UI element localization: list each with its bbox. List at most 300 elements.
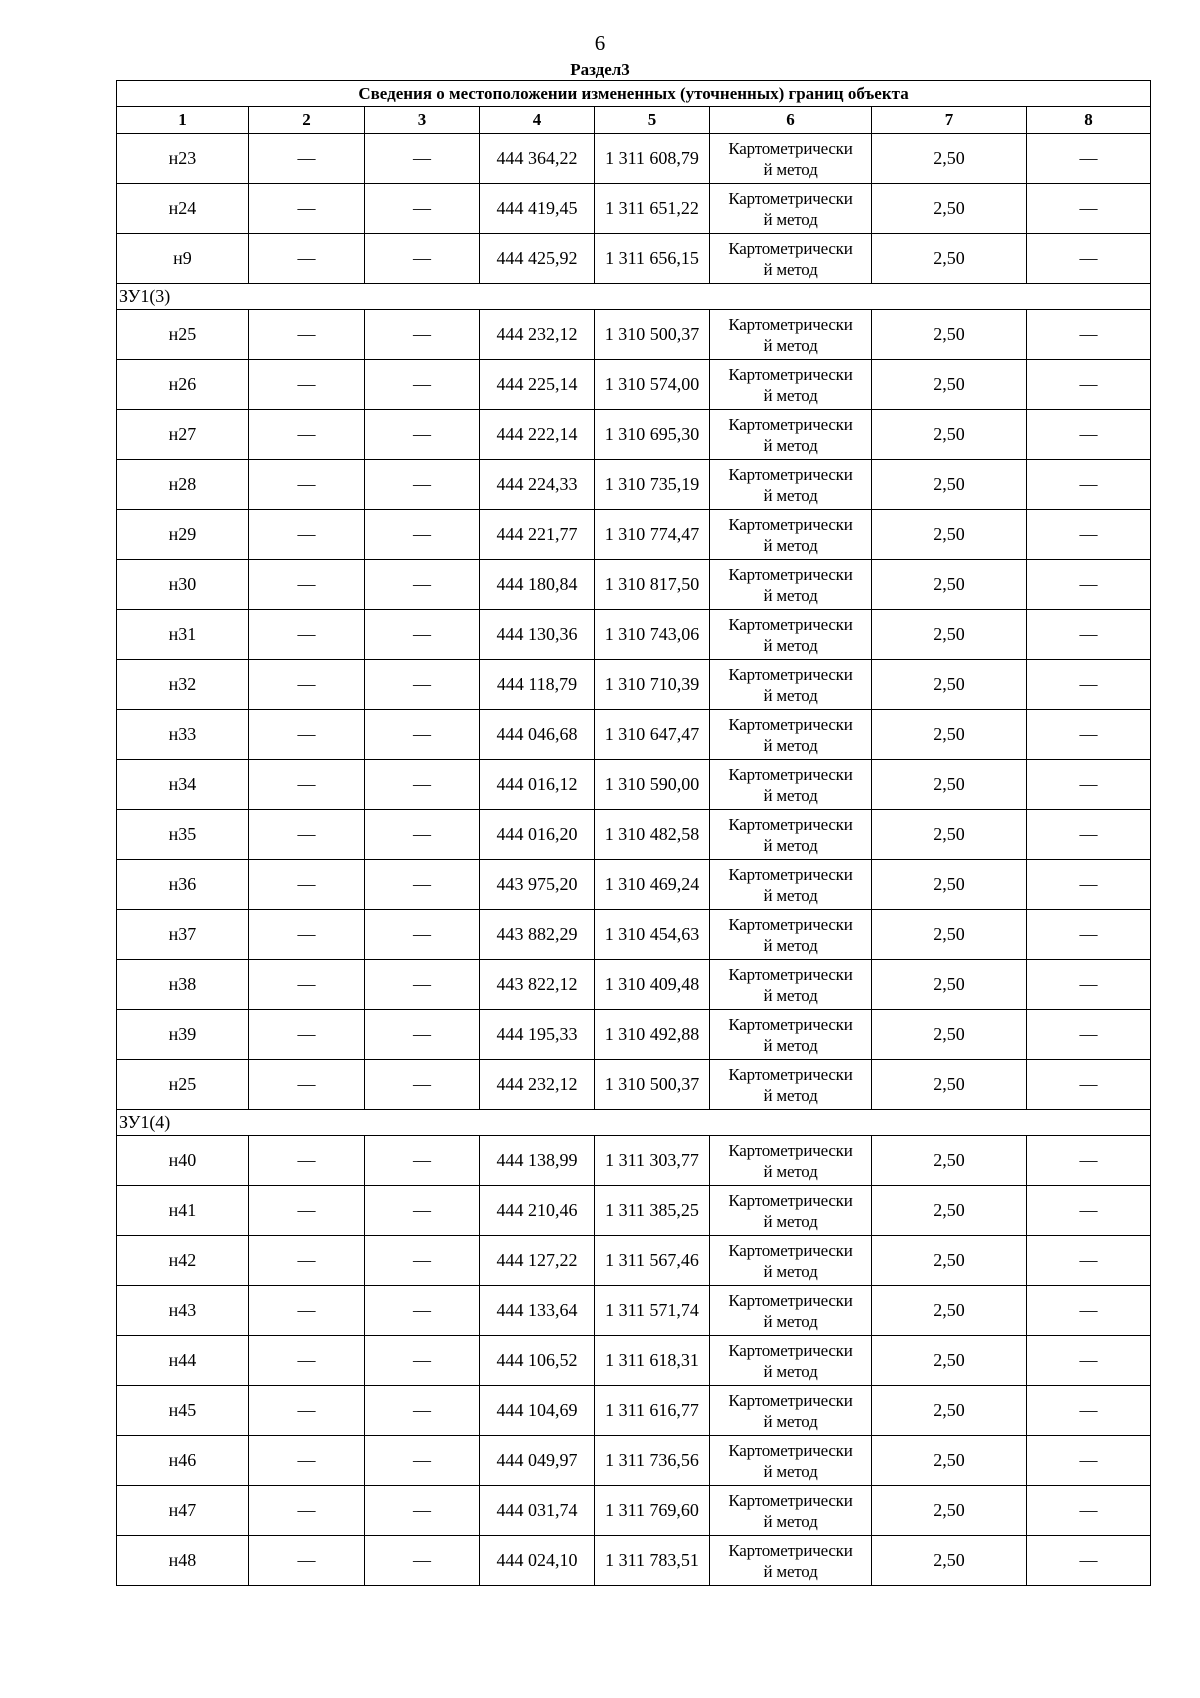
accuracy-cell: 2,50 [872, 1436, 1027, 1486]
method-text-line1: Картометрически [728, 1190, 853, 1210]
method-text-line1: Картометрически [728, 964, 853, 984]
table-row [117, 1010, 1151, 1060]
point-label-cell: н27 [117, 410, 249, 460]
accuracy-cell: 2,50 [872, 1186, 1027, 1236]
dash-cell: — [365, 310, 480, 360]
dash-cell: — [365, 810, 480, 860]
method-cell [710, 134, 872, 184]
table-row [117, 460, 1151, 510]
dash-cell: — [365, 510, 480, 560]
dash-cell: — [249, 410, 365, 460]
table-row [117, 560, 1151, 610]
method-text-line2: й метод [763, 785, 818, 805]
dash-cell: — [1027, 1486, 1151, 1536]
dash-cell: — [249, 184, 365, 234]
method-cell [710, 660, 872, 710]
x-coordinate-cell: 443 822,12 [480, 960, 595, 1010]
y-coordinate-cell: 1 310 710,39 [595, 660, 710, 710]
dash-cell: — [1027, 1336, 1151, 1386]
y-coordinate-cell: 1 311 616,77 [595, 1386, 710, 1436]
dash-cell: — [365, 1336, 480, 1386]
accuracy-cell: 2,50 [872, 1486, 1027, 1536]
accuracy-cell: 2,50 [872, 810, 1027, 860]
y-coordinate-cell: 1 310 500,37 [595, 310, 710, 360]
point-label-cell: н35 [117, 810, 249, 860]
method-text-line2: й метод [763, 985, 818, 1005]
y-coordinate-cell: 1 310 647,47 [595, 710, 710, 760]
dash-cell: — [249, 910, 365, 960]
accuracy-cell: 2,50 [872, 360, 1027, 410]
point-label-cell: н31 [117, 610, 249, 660]
accuracy-cell: 2,50 [872, 960, 1027, 1010]
column-header: 5 [595, 107, 710, 134]
method-cell [710, 610, 872, 660]
method-cell [710, 1236, 872, 1286]
method-text-line2: й метод [763, 1035, 818, 1055]
dash-cell: — [1027, 1136, 1151, 1186]
dash-cell: — [365, 134, 480, 184]
dash-cell: — [1027, 1386, 1151, 1436]
method-cell [710, 710, 872, 760]
y-coordinate-cell: 1 311 571,74 [595, 1286, 710, 1336]
accuracy-cell: 2,50 [872, 184, 1027, 234]
table-row [117, 1386, 1151, 1436]
dash-cell: — [1027, 810, 1151, 860]
method-text-line1: Картометрически [728, 188, 853, 208]
dash-cell: — [249, 134, 365, 184]
method-text-line2: й метод [763, 685, 818, 705]
point-label-cell: н46 [117, 1436, 249, 1486]
group-header-row [117, 1110, 1151, 1136]
y-coordinate-cell: 1 310 735,19 [595, 460, 710, 510]
dash-cell: — [365, 860, 480, 910]
y-coordinate-cell: 1 311 618,31 [595, 1336, 710, 1386]
dash-cell: — [249, 560, 365, 610]
table-caption: Сведения о местоположении измененных (уточненных) границ объекта [117, 81, 1151, 107]
table-row [117, 910, 1151, 960]
method-text-line1: Картометрически [728, 764, 853, 784]
column-header: 2 [249, 107, 365, 134]
dash-cell: — [249, 460, 365, 510]
x-coordinate-cell: 444 127,22 [480, 1236, 595, 1286]
point-label-cell: н34 [117, 760, 249, 810]
column-header: 1 [117, 107, 249, 134]
dash-cell: — [365, 1286, 480, 1336]
dash-cell: — [1027, 860, 1151, 910]
dash-cell: — [1027, 1060, 1151, 1110]
table-row [117, 960, 1151, 1010]
dash-cell: — [249, 660, 365, 710]
dash-cell: — [249, 610, 365, 660]
x-coordinate-cell: 443 882,29 [480, 910, 595, 960]
point-label-cell: н25 [117, 310, 249, 360]
accuracy-cell: 2,50 [872, 710, 1027, 760]
table-row [117, 1486, 1151, 1536]
point-label-cell: н25 [117, 1060, 249, 1110]
method-cell [710, 1336, 872, 1386]
method-cell [710, 1386, 872, 1436]
table-row [117, 760, 1151, 810]
accuracy-cell: 2,50 [872, 660, 1027, 710]
dash-cell: — [365, 660, 480, 710]
table-row [117, 1536, 1151, 1586]
table-row [117, 234, 1151, 284]
dash-cell: — [249, 1060, 365, 1110]
method-text-line1: Картометрически [728, 564, 853, 584]
dash-cell: — [249, 1536, 365, 1586]
x-coordinate-cell: 444 133,64 [480, 1286, 595, 1336]
x-coordinate-cell: 444 232,12 [480, 1060, 595, 1110]
accuracy-cell: 2,50 [872, 460, 1027, 510]
dash-cell: — [249, 1010, 365, 1060]
dash-cell: — [249, 310, 365, 360]
dash-cell: — [365, 1136, 480, 1186]
x-coordinate-cell: 444 195,33 [480, 1010, 595, 1060]
table-row [117, 184, 1151, 234]
method-text-line1: Картометрически [728, 1490, 853, 1510]
x-coordinate-cell: 444 222,14 [480, 410, 595, 460]
y-coordinate-cell: 1 310 469,24 [595, 860, 710, 910]
table-row [117, 360, 1151, 410]
accuracy-cell: 2,50 [872, 760, 1027, 810]
dash-cell: — [365, 910, 480, 960]
group-header-row [117, 284, 1151, 310]
dash-cell: — [365, 1186, 480, 1236]
column-header-row [117, 107, 1151, 134]
point-label-cell: н48 [117, 1536, 249, 1586]
method-text-line2: й метод [763, 159, 818, 179]
point-label-cell: н45 [117, 1386, 249, 1436]
dash-cell: — [1027, 234, 1151, 284]
dash-cell: — [1027, 1010, 1151, 1060]
method-cell [710, 960, 872, 1010]
method-cell [710, 460, 872, 510]
method-cell [710, 1136, 872, 1186]
table-row [117, 1236, 1151, 1286]
method-cell [710, 560, 872, 610]
method-text-line2: й метод [763, 385, 818, 405]
method-text-line2: й метод [763, 1261, 818, 1281]
dash-cell: — [1027, 460, 1151, 510]
method-text-line1: Картометрически [728, 1340, 853, 1360]
method-cell [710, 860, 872, 910]
y-coordinate-cell: 1 310 574,00 [595, 360, 710, 410]
point-label-cell: н38 [117, 960, 249, 1010]
method-cell [710, 1286, 872, 1336]
method-cell [710, 410, 872, 460]
method-text-line2: й метод [763, 1311, 818, 1331]
method-text-line2: й метод [763, 1511, 818, 1531]
accuracy-cell: 2,50 [872, 610, 1027, 660]
dash-cell: — [1027, 960, 1151, 1010]
method-text-line2: й метод [763, 435, 818, 455]
dash-cell: — [365, 710, 480, 760]
dash-cell: — [1027, 1286, 1151, 1336]
dash-cell: — [249, 1186, 365, 1236]
method-text-line1: Картометрически [728, 1440, 853, 1460]
method-text-line1: Картометрически [728, 514, 853, 534]
y-coordinate-cell: 1 311 303,77 [595, 1136, 710, 1186]
method-text-line1: Картометрически [728, 464, 853, 484]
y-coordinate-cell: 1 310 492,88 [595, 1010, 710, 1060]
dash-cell: — [249, 860, 365, 910]
method-cell [710, 1010, 872, 1060]
accuracy-cell: 2,50 [872, 510, 1027, 560]
accuracy-cell: 2,50 [872, 134, 1027, 184]
y-coordinate-cell: 1 310 500,37 [595, 1060, 710, 1110]
accuracy-cell: 2,50 [872, 1386, 1027, 1436]
method-cell [710, 510, 872, 560]
method-cell [710, 1186, 872, 1236]
method-text-line1: Картометрически [728, 1014, 853, 1034]
method-text-line2: й метод [763, 1211, 818, 1231]
column-header: 8 [1027, 107, 1151, 134]
dash-cell: — [365, 1436, 480, 1486]
method-text-line1: Картометрически [728, 814, 853, 834]
dash-cell: — [249, 810, 365, 860]
x-coordinate-cell: 443 975,20 [480, 860, 595, 910]
x-coordinate-cell: 444 225,14 [480, 360, 595, 410]
dash-cell: — [365, 184, 480, 234]
point-label-cell: н36 [117, 860, 249, 910]
y-coordinate-cell: 1 311 385,25 [595, 1186, 710, 1236]
method-cell [710, 1436, 872, 1486]
x-coordinate-cell: 444 118,79 [480, 660, 595, 710]
accuracy-cell: 2,50 [872, 410, 1027, 460]
dash-cell: — [1027, 510, 1151, 560]
method-text-line1: Картометрически [728, 1390, 853, 1410]
x-coordinate-cell: 444 104,69 [480, 1386, 595, 1436]
x-coordinate-cell: 444 224,33 [480, 460, 595, 510]
accuracy-cell: 2,50 [872, 1286, 1027, 1336]
dash-cell: — [1027, 910, 1151, 960]
point-label-cell: н23 [117, 134, 249, 184]
table-row [117, 810, 1151, 860]
y-coordinate-cell: 1 310 774,47 [595, 510, 710, 560]
table-row [117, 610, 1151, 660]
x-coordinate-cell: 444 130,36 [480, 610, 595, 660]
method-text-line1: Картометрически [728, 1140, 853, 1160]
dash-cell: — [1027, 360, 1151, 410]
y-coordinate-cell: 1 311 656,15 [595, 234, 710, 284]
dash-cell: — [1027, 560, 1151, 610]
dash-cell: — [365, 234, 480, 284]
method-text-line2: й метод [763, 1085, 818, 1105]
point-label-cell: н43 [117, 1286, 249, 1336]
dash-cell: — [249, 710, 365, 760]
group-label: ЗУ1(3) [117, 284, 1151, 310]
method-text-line1: Картометрически [728, 1540, 853, 1560]
method-cell [710, 310, 872, 360]
dash-cell: — [365, 1060, 480, 1110]
dash-cell: — [249, 1236, 365, 1286]
y-coordinate-cell: 1 311 783,51 [595, 1536, 710, 1586]
dash-cell: — [365, 410, 480, 460]
y-coordinate-cell: 1 310 743,06 [595, 610, 710, 660]
table-row [117, 1436, 1151, 1486]
accuracy-cell: 2,50 [872, 860, 1027, 910]
method-text-line2: й метод [763, 835, 818, 855]
dash-cell: — [1027, 1186, 1151, 1236]
method-cell [710, 910, 872, 960]
x-coordinate-cell: 444 425,92 [480, 234, 595, 284]
point-label-cell: н44 [117, 1336, 249, 1386]
dash-cell: — [249, 360, 365, 410]
method-text-line2: й метод [763, 935, 818, 955]
accuracy-cell: 2,50 [872, 234, 1027, 284]
dash-cell: — [365, 560, 480, 610]
dash-cell: — [365, 1386, 480, 1436]
point-label-cell: н28 [117, 460, 249, 510]
dash-cell: — [249, 510, 365, 560]
dash-cell: — [365, 760, 480, 810]
y-coordinate-cell: 1 310 409,48 [595, 960, 710, 1010]
y-coordinate-cell: 1 310 482,58 [595, 810, 710, 860]
dash-cell: — [1027, 610, 1151, 660]
x-coordinate-cell: 444 364,22 [480, 134, 595, 184]
method-text-line1: Картометрически [728, 1064, 853, 1084]
point-label-cell: н29 [117, 510, 249, 560]
x-coordinate-cell: 444 180,84 [480, 560, 595, 610]
method-text-line1: Картометрически [728, 714, 853, 734]
table-row [117, 510, 1151, 560]
point-label-cell: н9 [117, 234, 249, 284]
x-coordinate-cell: 444 221,77 [480, 510, 595, 560]
method-text-line2: й метод [763, 209, 818, 229]
dash-cell: — [249, 1286, 365, 1336]
method-text-line2: й метод [763, 535, 818, 555]
column-header: 7 [872, 107, 1027, 134]
y-coordinate-cell: 1 311 651,22 [595, 184, 710, 234]
x-coordinate-cell: 444 419,45 [480, 184, 595, 234]
dash-cell: — [365, 1536, 480, 1586]
accuracy-cell: 2,50 [872, 1536, 1027, 1586]
method-text-line1: Картометрически [728, 138, 853, 158]
dash-cell: — [249, 1436, 365, 1486]
dash-cell: — [365, 1010, 480, 1060]
x-coordinate-cell: 444 016,20 [480, 810, 595, 860]
accuracy-cell: 2,50 [872, 1236, 1027, 1286]
dash-cell: — [249, 1386, 365, 1436]
accuracy-cell: 2,50 [872, 560, 1027, 610]
x-coordinate-cell: 444 031,74 [480, 1486, 595, 1536]
method-cell [710, 184, 872, 234]
method-cell [710, 1486, 872, 1536]
table-caption-row [117, 81, 1151, 107]
method-text-line2: й метод [763, 335, 818, 355]
method-cell [710, 234, 872, 284]
table-row [117, 134, 1151, 184]
method-text-line2: й метод [763, 485, 818, 505]
method-text-line1: Картометрически [728, 614, 853, 634]
dash-cell: — [1027, 710, 1151, 760]
method-text-line1: Картометрически [728, 238, 853, 258]
method-cell [710, 810, 872, 860]
x-coordinate-cell: 444 046,68 [480, 710, 595, 760]
method-text-line1: Картометрически [728, 664, 853, 684]
dash-cell: — [365, 960, 480, 1010]
x-coordinate-cell: 444 210,46 [480, 1186, 595, 1236]
table-row [117, 1060, 1151, 1110]
boundary-coordinates-table [116, 80, 1151, 1586]
dash-cell: — [365, 360, 480, 410]
x-coordinate-cell: 444 232,12 [480, 310, 595, 360]
accuracy-cell: 2,50 [872, 910, 1027, 960]
section-title: Раздел3 [570, 60, 630, 79]
method-text-line2: й метод [763, 1361, 818, 1381]
dash-cell: — [1027, 1436, 1151, 1486]
method-text-line2: й метод [763, 885, 818, 905]
dash-cell: — [1027, 310, 1151, 360]
method-text-line1: Картометрически [728, 414, 853, 434]
accuracy-cell: 2,50 [872, 310, 1027, 360]
table-row [117, 1136, 1151, 1186]
point-label-cell: н39 [117, 1010, 249, 1060]
group-label: ЗУ1(4) [117, 1110, 1151, 1136]
y-coordinate-cell: 1 311 769,60 [595, 1486, 710, 1536]
dash-cell: — [249, 1486, 365, 1536]
accuracy-cell: 2,50 [872, 1010, 1027, 1060]
dash-cell: — [365, 1486, 480, 1536]
accuracy-cell: 2,50 [872, 1136, 1027, 1186]
y-coordinate-cell: 1 311 608,79 [595, 134, 710, 184]
method-cell [710, 1060, 872, 1110]
method-text-line2: й метод [763, 1461, 818, 1481]
method-text-line1: Картометрически [728, 914, 853, 934]
method-text-line1: Картометрически [728, 864, 853, 884]
point-label-cell: н30 [117, 560, 249, 610]
method-text-line1: Картометрически [728, 1240, 853, 1260]
table-row [117, 310, 1151, 360]
dash-cell: — [1027, 1536, 1151, 1586]
dash-cell: — [365, 460, 480, 510]
point-label-cell: н32 [117, 660, 249, 710]
method-text-line2: й метод [763, 1411, 818, 1431]
method-cell [710, 360, 872, 410]
method-text-line1: Картометрически [728, 1290, 853, 1310]
method-text-line2: й метод [763, 259, 818, 279]
x-coordinate-cell: 444 106,52 [480, 1336, 595, 1386]
column-header: 6 [710, 107, 872, 134]
y-coordinate-cell: 1 310 695,30 [595, 410, 710, 460]
dash-cell: — [249, 234, 365, 284]
table-row [117, 860, 1151, 910]
table-row [117, 1186, 1151, 1236]
x-coordinate-cell: 444 016,12 [480, 760, 595, 810]
method-text-line2: й метод [763, 585, 818, 605]
table-body [117, 134, 1151, 1586]
point-label-cell: н40 [117, 1136, 249, 1186]
y-coordinate-cell: 1 310 454,63 [595, 910, 710, 960]
method-text-line1: Картометрически [728, 314, 853, 334]
y-coordinate-cell: 1 310 590,00 [595, 760, 710, 810]
method-text-line2: й метод [763, 1161, 818, 1181]
point-label-cell: н41 [117, 1186, 249, 1236]
method-cell [710, 1536, 872, 1586]
point-label-cell: н47 [117, 1486, 249, 1536]
point-label-cell: н33 [117, 710, 249, 760]
dash-cell: — [1027, 1236, 1151, 1286]
table-row [117, 410, 1151, 460]
table-row [117, 710, 1151, 760]
method-text-line1: Картометрически [728, 364, 853, 384]
dash-cell: — [1027, 184, 1151, 234]
column-header: 4 [480, 107, 595, 134]
column-header: 3 [365, 107, 480, 134]
x-coordinate-cell: 444 049,97 [480, 1436, 595, 1486]
dash-cell: — [249, 1136, 365, 1186]
dash-cell: — [365, 610, 480, 660]
